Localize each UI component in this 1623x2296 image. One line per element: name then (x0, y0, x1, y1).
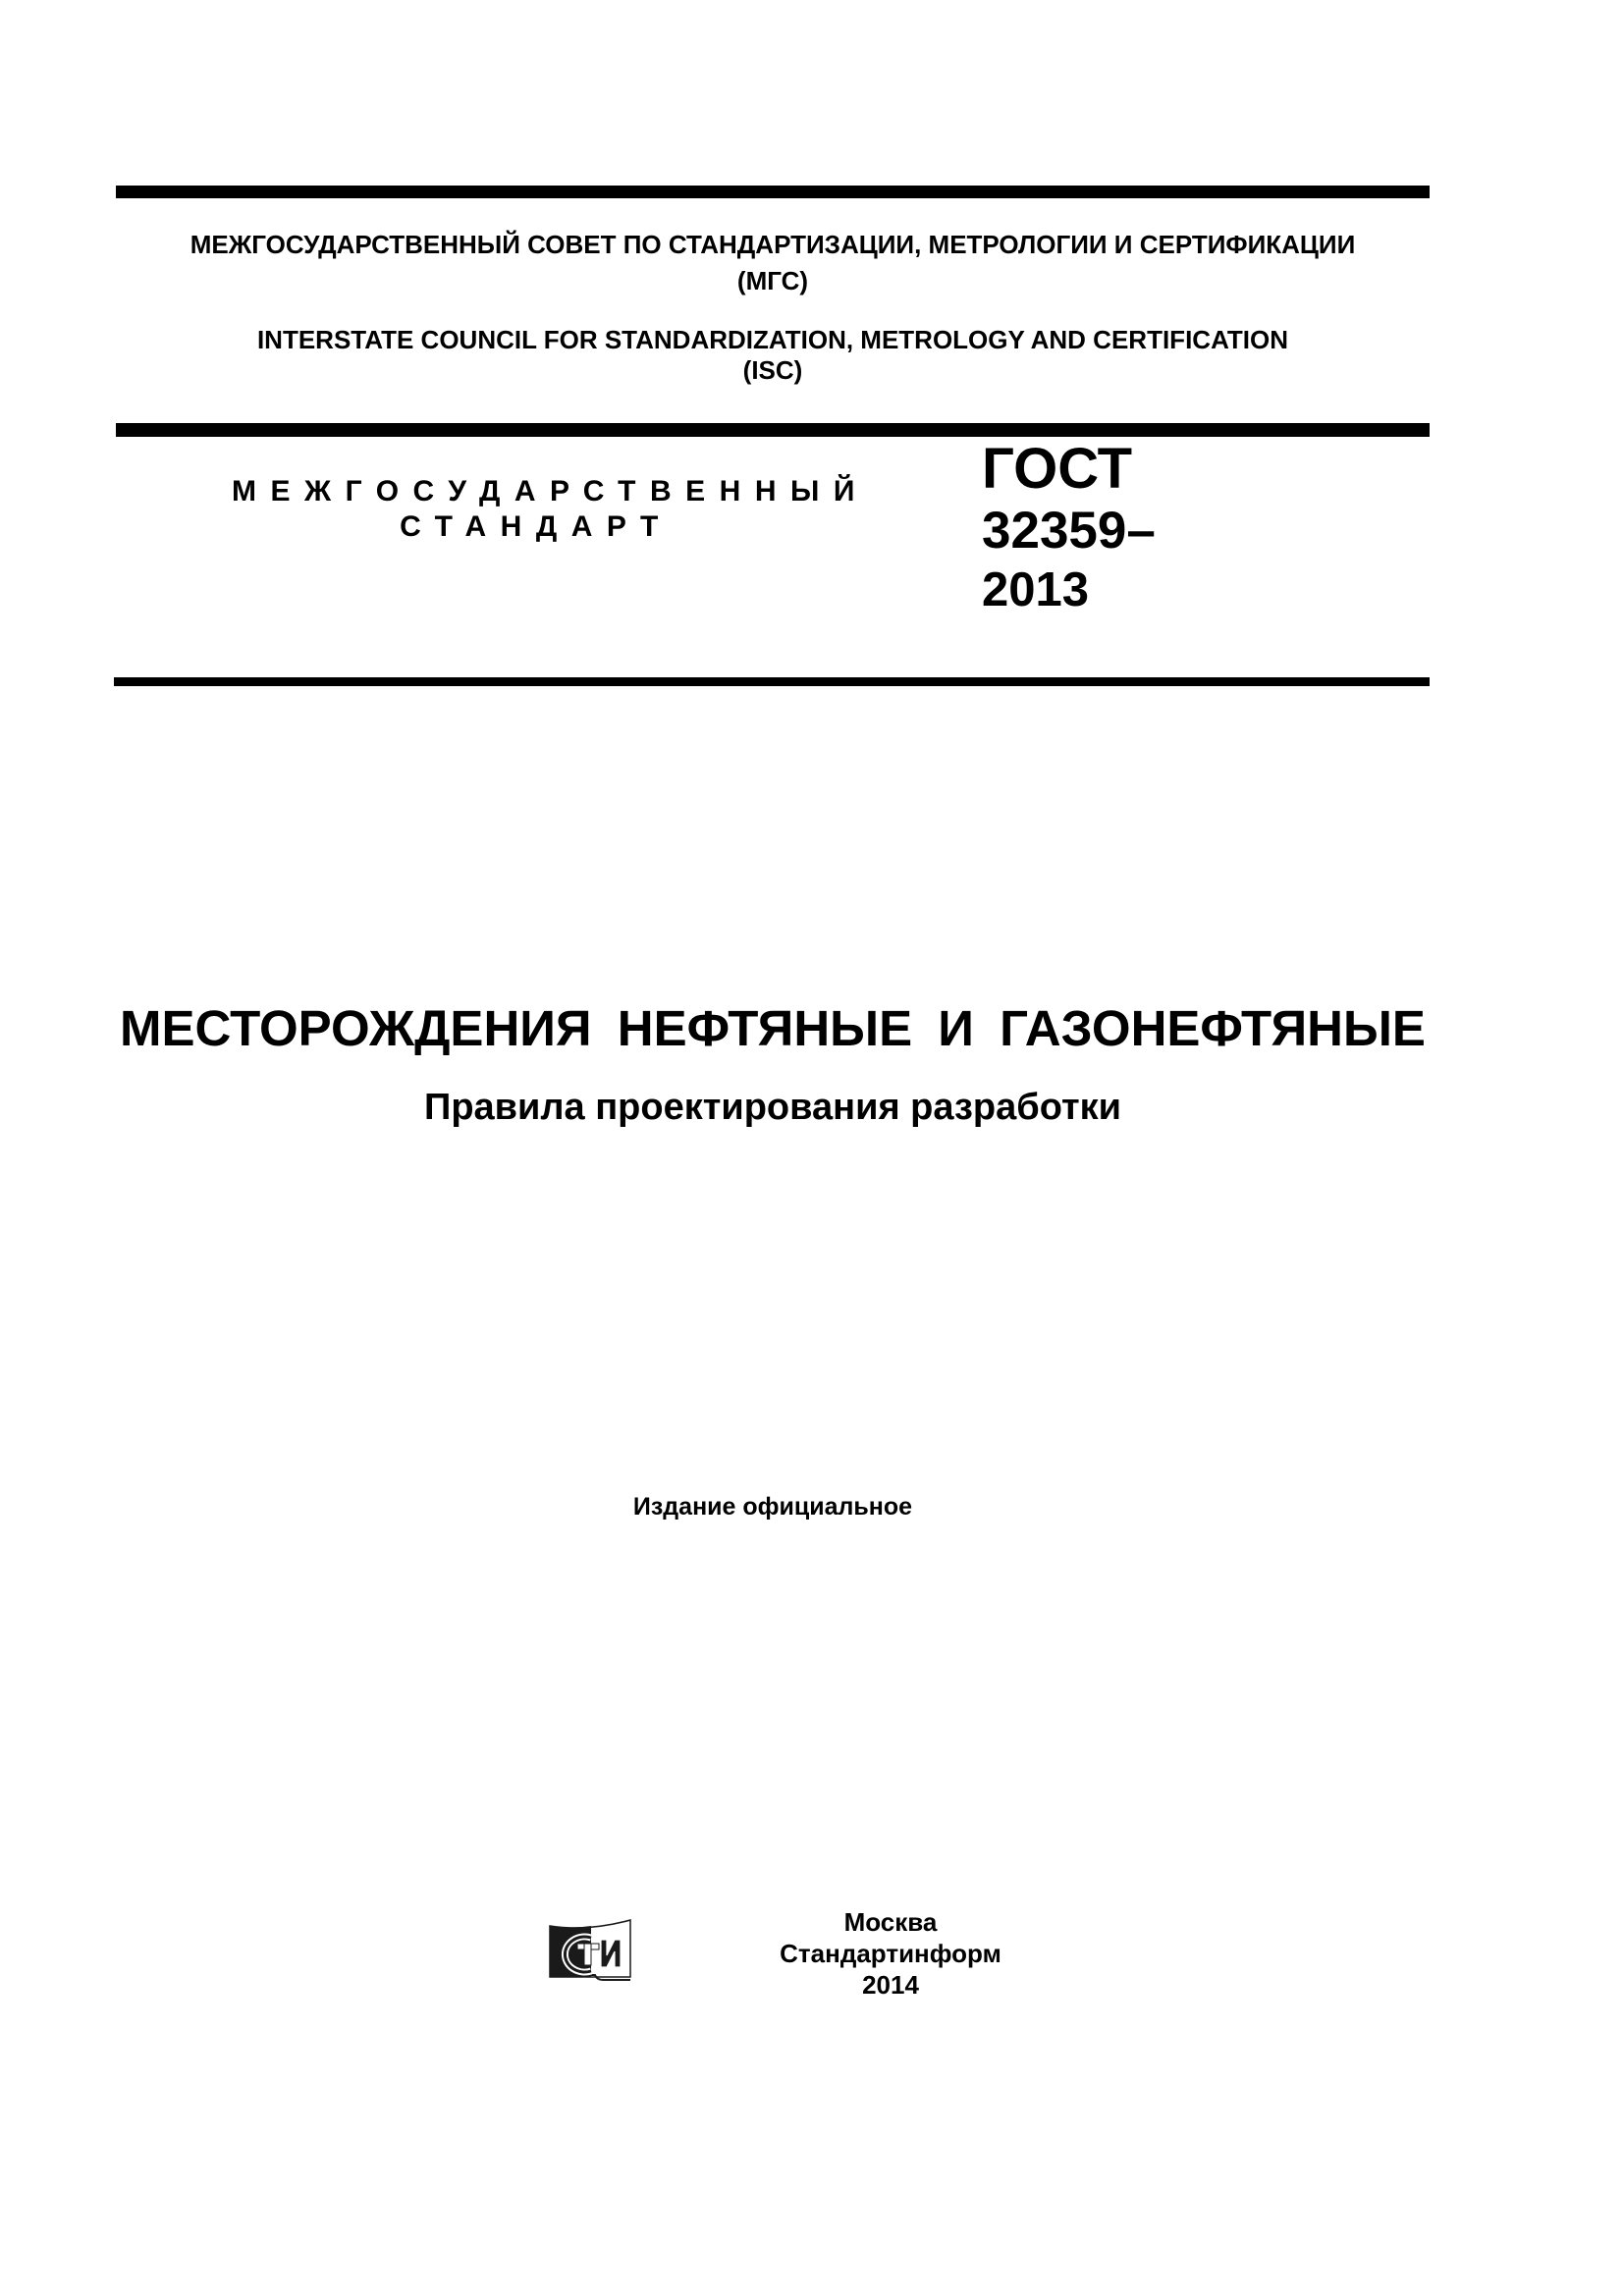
gost-year: 2013 (982, 563, 1090, 616)
bottom-rule (114, 677, 1430, 686)
standard-kind-line-2: СТАНДАРТ (400, 510, 673, 543)
publisher-city: Москва (843, 1907, 938, 1937)
publication-year: 2014 (862, 1970, 919, 2000)
document-subtitle: Правила проектирования разработки (424, 1087, 1121, 1128)
gost-number: 32359– (982, 502, 1156, 560)
document-title: МЕСТОРОЖДЕНИЯ НЕФТЯНЫЕ И ГАЗОНЕФТЯНЫЕ (120, 1000, 1426, 1056)
standard-kind-line-1: МЕЖГОСУДАРСТВЕННЫЙ (232, 475, 869, 507)
gost-label: ГОСТ (982, 437, 1133, 501)
council-abbr-en: (ISC) (742, 355, 803, 385)
middle-rule (116, 423, 1430, 437)
council-abbr-ru: (МГС) (736, 266, 809, 295)
edition-label: Издание официальное (632, 1493, 913, 1521)
standartinform-logo-icon (548, 1918, 632, 1983)
council-name-en: INTERSTATE COUNCIL FOR STANDARDIZATION, METROLOGY AND CERTIFICATION (256, 325, 1289, 354)
top-rule (116, 186, 1430, 198)
publisher-name: Стандартинформ (780, 1939, 1001, 1968)
council-name-ru: МЕЖГОСУДАРСТВЕННЫЙ СОВЕТ ПО СТАНДАРТИЗАЦИИ, МЕТРОЛОГИИ И СЕРТИФИКАЦИИ (189, 230, 1356, 259)
